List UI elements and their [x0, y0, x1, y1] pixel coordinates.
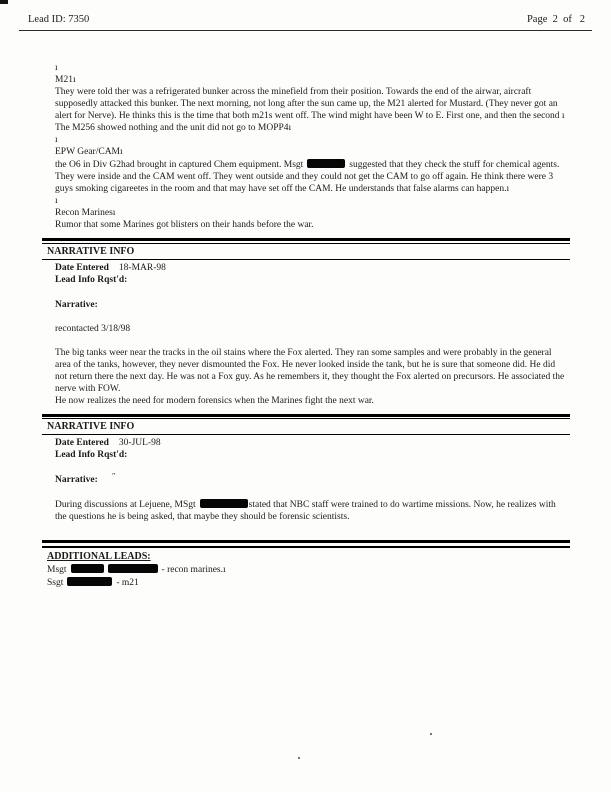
section-title: NARRATIVE INFO: [47, 245, 135, 257]
narrative-label: Narrative:: [55, 299, 98, 310]
redaction-box: [200, 499, 248, 508]
date-entered-label: Date Entered: [55, 262, 109, 273]
scan-corner-artifact: [0, 0, 8, 4]
lead-id: Lead ID: 7350: [28, 14, 90, 25]
date-entered-value: 30-JUL-98: [118, 438, 161, 448]
epw-heading: EPW Gear/CAMı: [55, 147, 123, 157]
recon-line: Rumor that some Marines got blisters on their hands before the war.: [55, 220, 314, 230]
section-title: NARRATIVE INFO: [47, 421, 135, 432]
epw-text-after: suggested that they check the stuff for chemical agents. They were inside and the CAM went off. They went outside and they could not get the CAM to go off again. He think there were 3 guys smoking cigareetes in the room and that may have set off the CAM. He understands that false alarms can happen.ı: [55, 160, 560, 194]
paragraph-mark: ı: [55, 63, 58, 73]
recontacted-note: recontacted 3/18/98: [55, 323, 131, 334]
header-rule: [19, 30, 592, 31]
narrative-text-after: stated that NBC staff were trained to do wartime missions. Now, he realizes with the questions he is being asked, that maybe they should be forensic scientists.: [55, 500, 556, 522]
recon-heading: Recon Marinesı: [55, 208, 116, 218]
stray-pen-mark: ″: [111, 472, 116, 480]
epw-text-before: the O6 in Div G2had brought in captured Chem equipment. Msgt: [55, 160, 304, 170]
narrative-section-2: [47, 414, 567, 524]
narrative-paragraph: [55, 498, 567, 523]
page-header: [28, 14, 585, 25]
lead-item: Ssgt - m21: [47, 578, 139, 588]
narrative-text-before: During discussions at Lejuene, MSgt: [55, 500, 196, 510]
document-body: [47, 62, 567, 589]
narrative-closing-line: He now realizes the need for modern forensics when the Marines fight the next war.: [55, 395, 374, 406]
section-rule: [42, 414, 570, 420]
date-entered-label: Date Entered: [55, 438, 109, 448]
redaction-box: [67, 577, 112, 586]
section-title-rule: [42, 259, 570, 260]
additional-leads-title: ADDITIONAL LEADS:: [47, 551, 151, 562]
redaction-box: [307, 159, 345, 168]
scan-speck: [430, 733, 432, 735]
page-number: Page 2 of 2: [526, 14, 585, 25]
narrative-section-1: [47, 238, 567, 407]
narrative-label: Narrative: ″: [55, 472, 116, 485]
redaction-box: [108, 564, 158, 573]
lead-item: Msgt - recon marines.ı: [47, 565, 226, 575]
scan-speck: [298, 757, 300, 759]
section-rule: [42, 238, 570, 244]
redaction-box: [71, 564, 104, 573]
paragraph-mark: ı: [55, 196, 58, 206]
paragraph-mark: ı: [55, 135, 58, 145]
section-rule: [42, 540, 570, 548]
m21-paragraph: They were told ther was a refrigerated bunker across the minefield from their position. Towards the end of the airwar, aircraft supposedly attacked this bunker. The next morning, not long after the sun came up, the M21 alerted for Mustard. (They never got an alert for Nerve). He thinks this is the time that both m21s went off. The wind might have been W to E. First one, and then the second ı: [55, 87, 565, 121]
section-title-rule: [42, 434, 570, 435]
date-entered-value: 18-MAR-98: [118, 262, 166, 273]
date-entered-row: [55, 437, 567, 449]
additional-leads-section: [47, 540, 567, 589]
epw-paragraph: [55, 158, 567, 195]
lead-info-label: Lead Info Rqst'd:: [55, 274, 128, 285]
date-entered-row: [55, 262, 567, 274]
m21-heading: M21ı: [55, 75, 76, 85]
narrative-paragraph: The big tanks weer near the tracks in the oil stains where the Fox alerted. They ran some samples and were probably in the general area of the tanks, however, they never dismounted the Fox. He never looked inside the tank, but he is sure that someone did. He did not return there the next day. He was not a Fox guy. As he remembers it, they thought the Fox alerted on precursors. He associated the nerve with FOW.: [55, 347, 565, 394]
m256-line: The M256 showed nothing and the unit did not go to MOPP4ı: [55, 123, 292, 133]
lead-info-label: Lead Info Rqst'd:: [55, 450, 128, 460]
